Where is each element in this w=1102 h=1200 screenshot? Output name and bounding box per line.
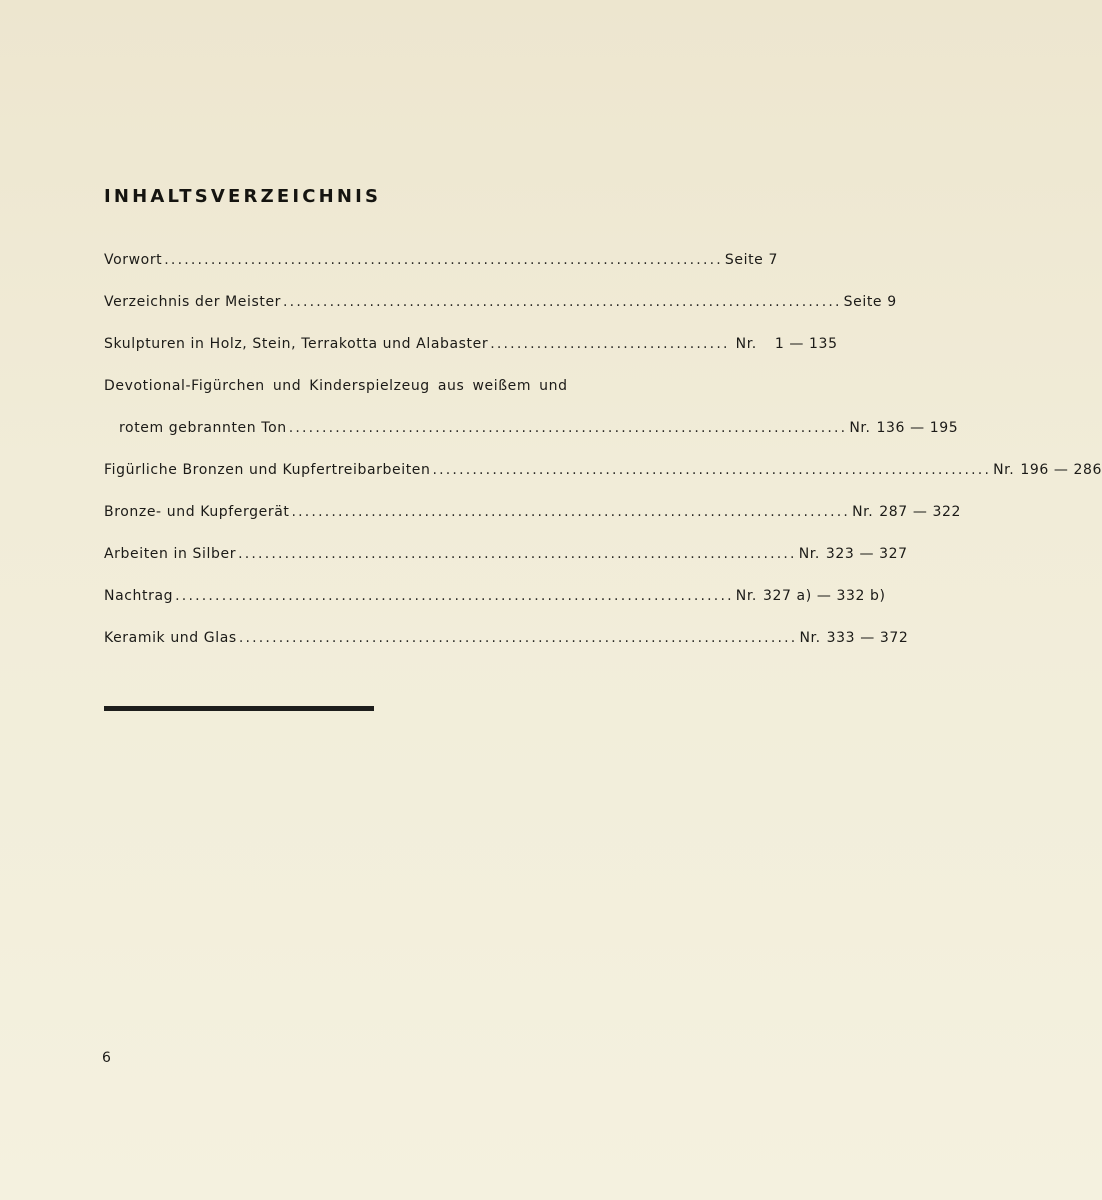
toc-entry-label: Devotional-Figürchen und Kinderspielzeug aus weißem und — [104, 378, 568, 394]
leader-dots: .................................... — [490, 336, 730, 352]
toc-entry-nachtrag — [104, 588, 886, 610]
toc-entry-label: Keramik und Glas — [104, 630, 237, 646]
leader-dots: .................................................................................... — [164, 252, 723, 268]
toc-entry-label: Nachtrag — [104, 588, 174, 604]
toc-entry-range: 136 — 195 — [876, 420, 959, 436]
horizontal-rule — [104, 706, 374, 711]
toc-entry-meister — [104, 294, 897, 316]
toc-entry-range: 327 a) — 332 b) — [762, 588, 886, 604]
toc-entry-bronzegeraet — [104, 504, 962, 526]
toc-entry-label: Figürliche Bronzen und Kupfertreibarbeiten — [104, 462, 431, 478]
toc-entry-range: 333 — 372 — [826, 630, 909, 646]
toc-entry-label: Verzeichnis der Meister — [104, 294, 282, 310]
toc-entry-label: Bronze- und Kupfergerät — [104, 504, 290, 520]
toc-entry-range: 323 — 327 — [825, 546, 908, 562]
toc-entry-devotional-continued — [119, 420, 959, 442]
toc-entry-ref: Seite 7 — [724, 252, 778, 268]
leader-dots: .................................................................................... — [175, 588, 734, 604]
leader-dots: .................................................................................... — [238, 546, 797, 562]
toc-entry-label: rotem gebrannten Ton — [119, 420, 287, 436]
leader-dots: .................................................................................... — [291, 504, 851, 520]
page-number: 6 — [102, 1050, 111, 1066]
toc-entry-label: Skulpturen in Holz, Stein, Terrakotta und Alabaster — [104, 336, 489, 352]
toc-entry-skulpturen — [104, 336, 838, 358]
toc-entry-ref: Nr. — [798, 546, 820, 562]
toc-entry-ref: Nr. — [735, 588, 757, 604]
toc-entry-keramik — [104, 630, 909, 652]
toc-entry-range: 287 — 322 — [879, 504, 962, 520]
toc-entry-devotional — [104, 378, 584, 400]
leader-dots: .................................................................................... — [238, 630, 798, 646]
leader-dots: .................................................................................... — [432, 462, 992, 478]
toc-entry-label: Vorwort — [104, 252, 163, 268]
toc-entry-ref: Nr. — [993, 462, 1015, 478]
leader-dots: .................................................................................... — [288, 420, 848, 436]
toc-entry-ref: Nr. — [799, 630, 821, 646]
toc-entry-range: 196 — 286 — [1020, 462, 1102, 478]
toc-entry-ref: Nr. — [735, 336, 757, 352]
toc-entry-silber — [104, 546, 908, 568]
toc-entry-figuerliche-bronzen — [104, 462, 1102, 484]
toc-entry-range: 1 — 135 — [774, 336, 838, 352]
toc-entry-vorwort — [104, 252, 778, 274]
page-title: INHALTSVERZEICHNIS — [104, 186, 382, 207]
toc-entry-ref: Nr. — [852, 504, 874, 520]
leader-dots: .................................................................................... — [283, 294, 842, 310]
toc-entry-ref: Seite 9 — [843, 294, 897, 310]
toc-entry-label: Arbeiten in Silber — [104, 546, 237, 562]
toc-entry-ref: Nr. — [849, 420, 871, 436]
